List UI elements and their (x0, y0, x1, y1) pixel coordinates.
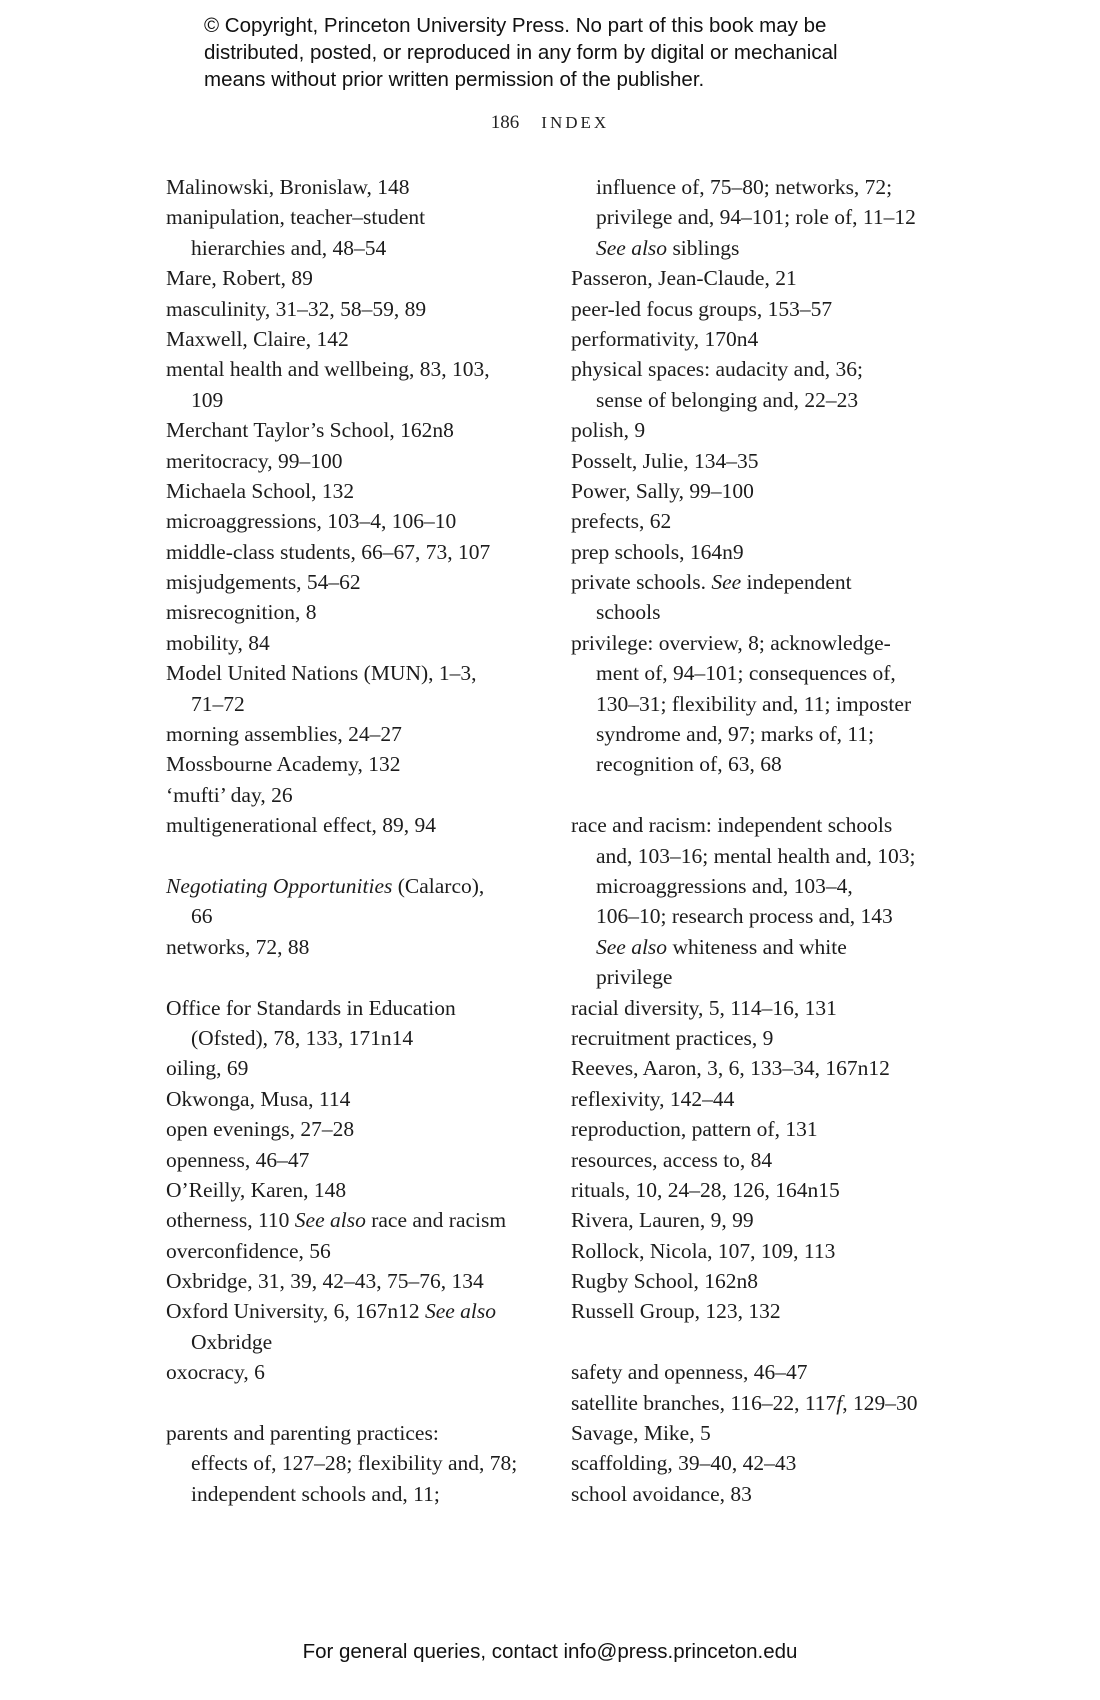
index-entry-text: openness, 46–47 (166, 1147, 310, 1172)
page-number: 186 (490, 112, 520, 133)
index-entry (571, 1388, 971, 1418)
index-entry-text: resources, access to, 84 (571, 1147, 773, 1172)
index-entry (166, 354, 546, 384)
index-entry (571, 446, 971, 476)
index-entry-italic: Negotiating Opportunities (166, 873, 393, 898)
index-column-left (166, 172, 546, 1509)
index-entry-text: safety and openness, 46–47 (571, 1360, 808, 1385)
index-entry-continuation (166, 233, 546, 263)
index-entry-text: privilege and, 94–101; role of, 11–12 (596, 205, 916, 230)
index-entry-italic: See (711, 570, 742, 595)
index-entry-text: satellite branches, 116–22, 117 (571, 1390, 837, 1415)
index-entry-text: otherness, 110 (166, 1208, 295, 1233)
index-entry (166, 476, 546, 506)
index-entry-text: privilege (596, 965, 673, 990)
index-entry-text: 71–72 (191, 691, 245, 716)
index-entry-text: , 129–30 (842, 1390, 918, 1415)
index-entry (571, 1175, 971, 1205)
index-entry-continuation (571, 841, 971, 871)
index-entry (166, 567, 546, 597)
index-spacer (166, 841, 546, 871)
index-entry (166, 506, 546, 536)
index-entry-continuation (571, 689, 971, 719)
running-head-title: INDEX (541, 113, 610, 132)
index-entry-continuation (166, 1327, 546, 1357)
index-entry-text: influence of, 75–80; networks, 72; (596, 175, 893, 199)
index-entry-text: Oxbridge, 31, 39, 42–43, 75–76, 134 (166, 1269, 484, 1294)
index-entry-text: race and racism (365, 1208, 507, 1233)
index-entry (166, 1114, 546, 1144)
index-entry-text: meritocracy, 99–100 (166, 448, 343, 473)
index-entry (166, 658, 546, 688)
index-entry-text: Mare, Robert, 89 (166, 266, 313, 291)
index-entry-text: open evenings, 27–28 (166, 1117, 355, 1142)
index-entry-continuation (571, 385, 971, 415)
index-entry-text: masculinity, 31–32, 58–59, 89 (166, 296, 427, 321)
index-entry-text: hierarchies and, 48–54 (191, 235, 387, 260)
index-entry-text: multigenerational effect, 89, 94 (166, 813, 437, 838)
index-entry-text: parents and parenting practices: (166, 1421, 439, 1446)
index-entry (571, 506, 971, 536)
index-entry-text: privilege: overview, 8; acknowledge- (571, 630, 891, 655)
index-entry-text: O’Reilly, Karen, 148 (166, 1177, 347, 1202)
index-entry-text: ‘mufti’ day, 26 (166, 782, 293, 807)
index-entry (166, 749, 546, 779)
index-entry-continuation (571, 233, 971, 263)
index-entry (166, 415, 546, 445)
index-entry-text: recognition of, 63, 68 (596, 752, 782, 777)
index-entry-continuation (571, 719, 971, 749)
index-entry (571, 567, 971, 597)
index-entry (571, 1145, 971, 1175)
index-entry-text: 130–31; flexibility and, 11; imposter (596, 691, 912, 716)
index-entry (166, 780, 546, 810)
index-entry-text: private schools. (571, 570, 712, 595)
index-entry (166, 810, 546, 840)
index-entry-text: mobility, 84 (166, 630, 270, 655)
index-entry-text: microaggressions, 103–4, 106–10 (166, 509, 457, 534)
index-entry-text: (Ofsted), 78, 133, 171n14 (191, 1025, 414, 1050)
index-entry-continuation (571, 901, 971, 931)
index-entry-italic: See also (424, 1299, 497, 1324)
index-entry-italic: See also (596, 235, 668, 260)
index-entry (571, 1114, 971, 1144)
index-entry-text: whiteness and white (667, 934, 847, 959)
copyright-line: distributed, posted, or reproduced in any form by digital or mechanical (204, 41, 838, 64)
running-head (0, 112, 1100, 134)
index-entry (166, 993, 546, 1023)
index-entry-continuation (571, 597, 971, 627)
index-entry-text: independent schools and, 11; (191, 1481, 440, 1506)
index-entry (571, 628, 971, 658)
index-entry-text: networks, 72, 88 (166, 934, 310, 959)
index-entry (166, 324, 546, 354)
index-entry (166, 1418, 546, 1448)
index-entry-text: Power, Sally, 99–100 (571, 478, 754, 503)
index-entry-text: race and racism: independent schools (571, 813, 893, 838)
index-entry (571, 263, 971, 293)
index-entry-text: Merchant Taylor’s School, 162n8 (166, 418, 454, 443)
index-entry (571, 1205, 971, 1235)
index-entry-text: misrecognition, 8 (166, 600, 317, 625)
index-entry (166, 1053, 546, 1083)
index-entry-text: Reeves, Aaron, 3, 6, 133–34, 167n12 (571, 1056, 890, 1081)
index-entry-italic: f (836, 1390, 843, 1415)
copyright-line: means without prior written permission of the publisher. (204, 68, 705, 91)
index-entry-text: Oxbridge (191, 1329, 273, 1354)
index-entry (166, 294, 546, 324)
index-entry (571, 294, 971, 324)
index-entry (166, 1205, 546, 1235)
index-entry-continuation (571, 749, 971, 779)
index-entry-text: Savage, Mike, 5 (571, 1421, 711, 1446)
index-entry (571, 1266, 971, 1296)
index-entry-continuation (571, 962, 971, 992)
index-entry (571, 1357, 971, 1387)
index-entry (571, 537, 971, 567)
index-entry-continuation (571, 932, 971, 962)
index-entry-continuation (166, 385, 546, 415)
index-entry (166, 537, 546, 567)
index-entry-text: reflexivity, 142–44 (571, 1086, 735, 1111)
index-entry (166, 1175, 546, 1205)
index-entry-continuation (166, 1448, 546, 1478)
index-entry-text: polish, 9 (571, 418, 646, 443)
index-entry-text: ment of, 94–101; consequences of, (596, 661, 896, 686)
index-entry-text: (Calarco), (392, 873, 485, 898)
index-entry-text: racial diversity, 5, 114–16, 131 (571, 995, 837, 1020)
index-entry (571, 993, 971, 1023)
index-entry-text: effects of, 127–28; flexibility and, 78; (191, 1451, 518, 1476)
index-entry-text: siblings (667, 235, 740, 260)
index-entry-continuation (166, 901, 546, 931)
index-entry-text: sense of belonging and, 22–23 (596, 387, 859, 412)
index-entry-text: prefects, 62 (571, 509, 672, 534)
index-entry (166, 871, 546, 901)
index-entry-text: physical spaces: audacity and, 36; (571, 357, 863, 382)
index-entry-text: 66 (191, 904, 213, 929)
index-column-right (571, 172, 971, 1509)
index-entry-text: oiling, 69 (166, 1056, 249, 1081)
index-entry-continuation (571, 871, 971, 901)
index-entry (166, 172, 546, 202)
index-entry (571, 1296, 971, 1326)
index-entry (166, 1296, 546, 1326)
index-entry-text: misjudgements, 54–62 (166, 570, 361, 595)
index-entry-text: manipulation, teacher–student (166, 205, 426, 230)
index-entry-italic: See also (596, 934, 668, 959)
index-entry-text: Rollock, Nicola, 107, 109, 113 (571, 1238, 836, 1263)
index-entry (571, 1236, 971, 1266)
index-entry (571, 810, 971, 840)
index-entry-continuation (166, 1479, 546, 1509)
copyright-notice (204, 12, 924, 93)
index-entry-text: Rugby School, 162n8 (571, 1269, 758, 1294)
index-entry-text: 109 (191, 387, 224, 412)
index-entry (571, 1479, 971, 1509)
index-entry (166, 1357, 546, 1387)
index-spacer (166, 962, 546, 992)
index-entry (571, 1053, 971, 1083)
index-spacer (166, 1388, 546, 1418)
index-entry-continuation (166, 1023, 546, 1053)
index-entry-continuation (571, 202, 971, 232)
index-entry-text: independent (741, 570, 852, 595)
index-entry-text: Model United Nations (MUN), 1–3, (166, 661, 477, 686)
index-entry-text: morning assemblies, 24–27 (166, 722, 402, 747)
index-entry (166, 1084, 546, 1114)
index-entry (571, 476, 971, 506)
index-entry-text: middle-class students, 66–67, 73, 107 (166, 539, 491, 564)
index-entry-text: Mossbourne Academy, 132 (166, 752, 401, 777)
index-entry-text: oxocracy, 6 (166, 1360, 265, 1385)
index-entry (166, 719, 546, 749)
index-entry-text: mental health and wellbeing, 83, 103, (166, 357, 490, 382)
index-entry (166, 597, 546, 627)
index-entry (166, 1266, 546, 1296)
index-entry-text: Rivera, Lauren, 9, 99 (571, 1208, 754, 1233)
index-entry-text: overconfidence, 56 (166, 1238, 331, 1263)
index-entry-italic: See also (294, 1208, 366, 1233)
index-entry-text: syndrome and, 97; marks of, 11; (596, 722, 875, 747)
index-entry-text: microaggressions and, 103–4, (596, 873, 853, 898)
index-entry-text: Oxford University, 6, 167n12 (166, 1299, 425, 1324)
index-entry-text: recruitment practices, 9 (571, 1025, 774, 1050)
index-entry-text: Passeron, Jean-Claude, 21 (571, 266, 797, 291)
index-entry-continuation (166, 689, 546, 719)
index-entry (166, 202, 546, 232)
index-entry (571, 1023, 971, 1053)
index-entry-continuation (571, 172, 971, 202)
index-entry (571, 354, 971, 384)
index-entry (571, 1418, 971, 1448)
index-entry-text: performativity, 170n4 (571, 326, 759, 351)
index-entry-text: Okwonga, Musa, 114 (166, 1086, 351, 1111)
index-entry-text: Russell Group, 123, 132 (571, 1299, 781, 1324)
index-entry-text: peer-led focus groups, 153–57 (571, 296, 833, 321)
index-entry-text: Michaela School, 132 (166, 478, 355, 503)
index-entry-continuation (571, 658, 971, 688)
index-entry (166, 628, 546, 658)
index-entry-text: Malinowski, Bronislaw, 148 (166, 175, 410, 199)
index-entry-text: schools (596, 600, 661, 625)
index-entry (166, 263, 546, 293)
index-entry-text: Office for Standards in Education (166, 995, 456, 1020)
index-entry (571, 415, 971, 445)
index-entry (166, 1236, 546, 1266)
index-entry (166, 446, 546, 476)
index-entry (166, 932, 546, 962)
index-spacer (571, 1327, 971, 1357)
index-spacer (571, 780, 971, 810)
index-entry-text: scaffolding, 39–40, 42–43 (571, 1451, 797, 1476)
index-entry-text: and, 103–16; mental health and, 103; (596, 843, 916, 868)
copyright-line: © Copyright, Princeton University Press. No part of this book may be (204, 14, 827, 37)
index-entry (571, 1084, 971, 1114)
index-entry (571, 1448, 971, 1478)
footer-contact: For general queries, contact info@press.princeton.edu (302, 1640, 798, 1663)
index-entry-text: Maxwell, Claire, 142 (166, 326, 349, 351)
index-entry (571, 324, 971, 354)
index-entry (166, 1145, 546, 1175)
index-entry-text: Posselt, Julie, 134–35 (571, 448, 759, 473)
index-entry-text: rituals, 10, 24–28, 126, 164n15 (571, 1177, 840, 1202)
index-entry-text: reproduction, pattern of, 131 (571, 1117, 818, 1142)
index-entry-text: prep schools, 164n9 (571, 539, 744, 564)
index-entry-text: 106–10; research process and, 143 (596, 904, 893, 929)
index-entry-text: school avoidance, 83 (571, 1481, 752, 1506)
